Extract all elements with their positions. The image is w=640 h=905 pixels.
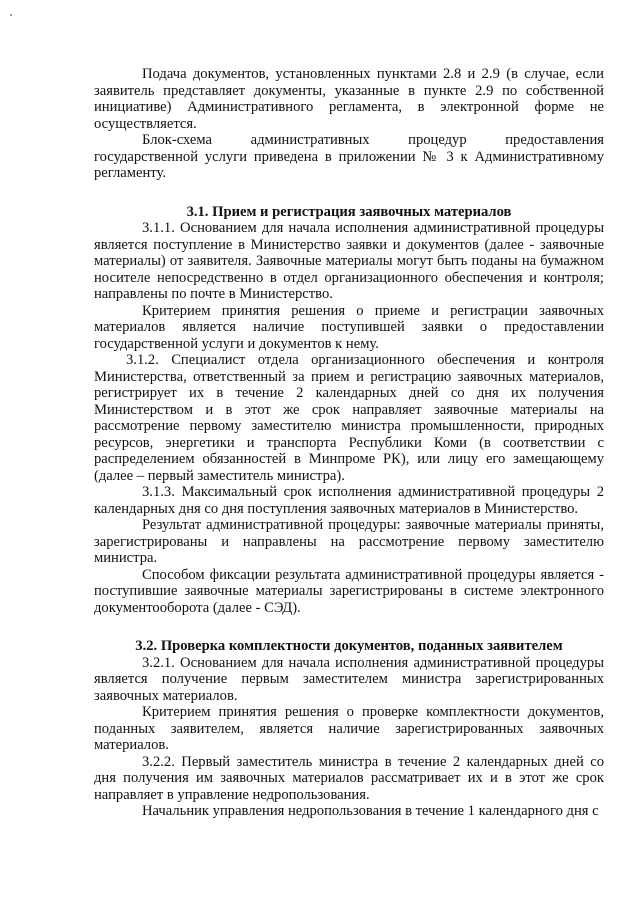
- scan-artifact-dot: [10, 14, 12, 16]
- paragraph-3-1-2: 3.1.2. Специалист отдела организационного обеспечения и контроля Министерства, ответственный за прием и регистрацию заявочных материалов, регистрирует их в течение 2 календарных дней со дня их получения Министерством и в этот же срок направляет заявочные материалы на рассмотрение первому заместителю министра промышленности, природных ресурсов, энергетики и транспорта Республики Коми (в соответствии с распределением обязанностей в Минпроме РК), или лицу его замещающему (далее – первый заместитель министра).: [94, 352, 604, 484]
- paragraph-fixation-method: Способом фиксации результата административной процедуры является - поступившие заявочные материалы зарегистрированы в системе электронного документооборота (далее - СЭД).: [94, 566, 604, 616]
- paragraph-3-2-2: 3.2.2. Первый заместитель министра в течение 2 календарных дней со дня получения им заявочных материалов рассматривает их и в этот же срок направляет в управление недропользования.: [94, 753, 604, 803]
- paragraph-flowchart-reference: Блок-схема административных процедур предоставления государственной услуги приведена в приложении № 3 к Административному регламенту.: [94, 132, 604, 181]
- paragraph-head-of-department: Начальник управления недропользования в течение 1 календарного дня с: [142, 803, 599, 819]
- spacer: [94, 182, 604, 204]
- document-page: [94, 66, 604, 820]
- paragraph-criterion-completeness: Критерием принятия решения о проверке комплектности документов, поданных заявителем, является наличие зарегистрированных заявочных материалов.: [94, 704, 604, 753]
- paragraph-3-1-3: 3.1.3. Максимальный срок исполнения административной процедуры 2 календарных дня со дня поступления заявочных материалов в Министерство.: [94, 484, 604, 517]
- paragraph-document-submission: Подача документов, установленных пунктами 2.8 и 2.9 (в случае, если заявитель представляет документы, указанные в пункте 2.9 по собственной инициативе) Административного регламента, в электронной форме не осуществляется.: [94, 66, 604, 132]
- section-heading-3-1: 3.1. Прием и регистрация заявочных материалов: [186, 203, 512, 220]
- paragraph-criterion-acceptance: Критерием принятия решения о приеме и регистрации заявочных материалов является наличие поступившей заявки о предоставлении государственной услуги и документов к нему.: [94, 302, 604, 352]
- paragraph-3-1-1: 3.1.1. Основанием для начала исполнения административной процедуры является поступление в Министерство заявки и документов (далее - заявочные материалы) от заявителя. Заявочные материалы могут быть поданы на бумажном носителе непосредственно в отдел организационного обеспечения и контроля; направлены по почте в Министерство.: [94, 220, 604, 302]
- paragraph-result: Результат административной процедуры: заявочные материалы приняты, зарегистрированы и направлены на рассмотрение первому заместителю министра.: [94, 517, 604, 566]
- paragraph-3-2-1: 3.2.1. Основанием для начала исполнения административной процедуры является получение первым заместителем министра зарегистрированных заявочных материалов.: [94, 654, 604, 704]
- spacer: [94, 616, 604, 638]
- section-heading-3-2: 3.2. Проверка комплектности документов, поданных заявителем: [135, 638, 563, 654]
